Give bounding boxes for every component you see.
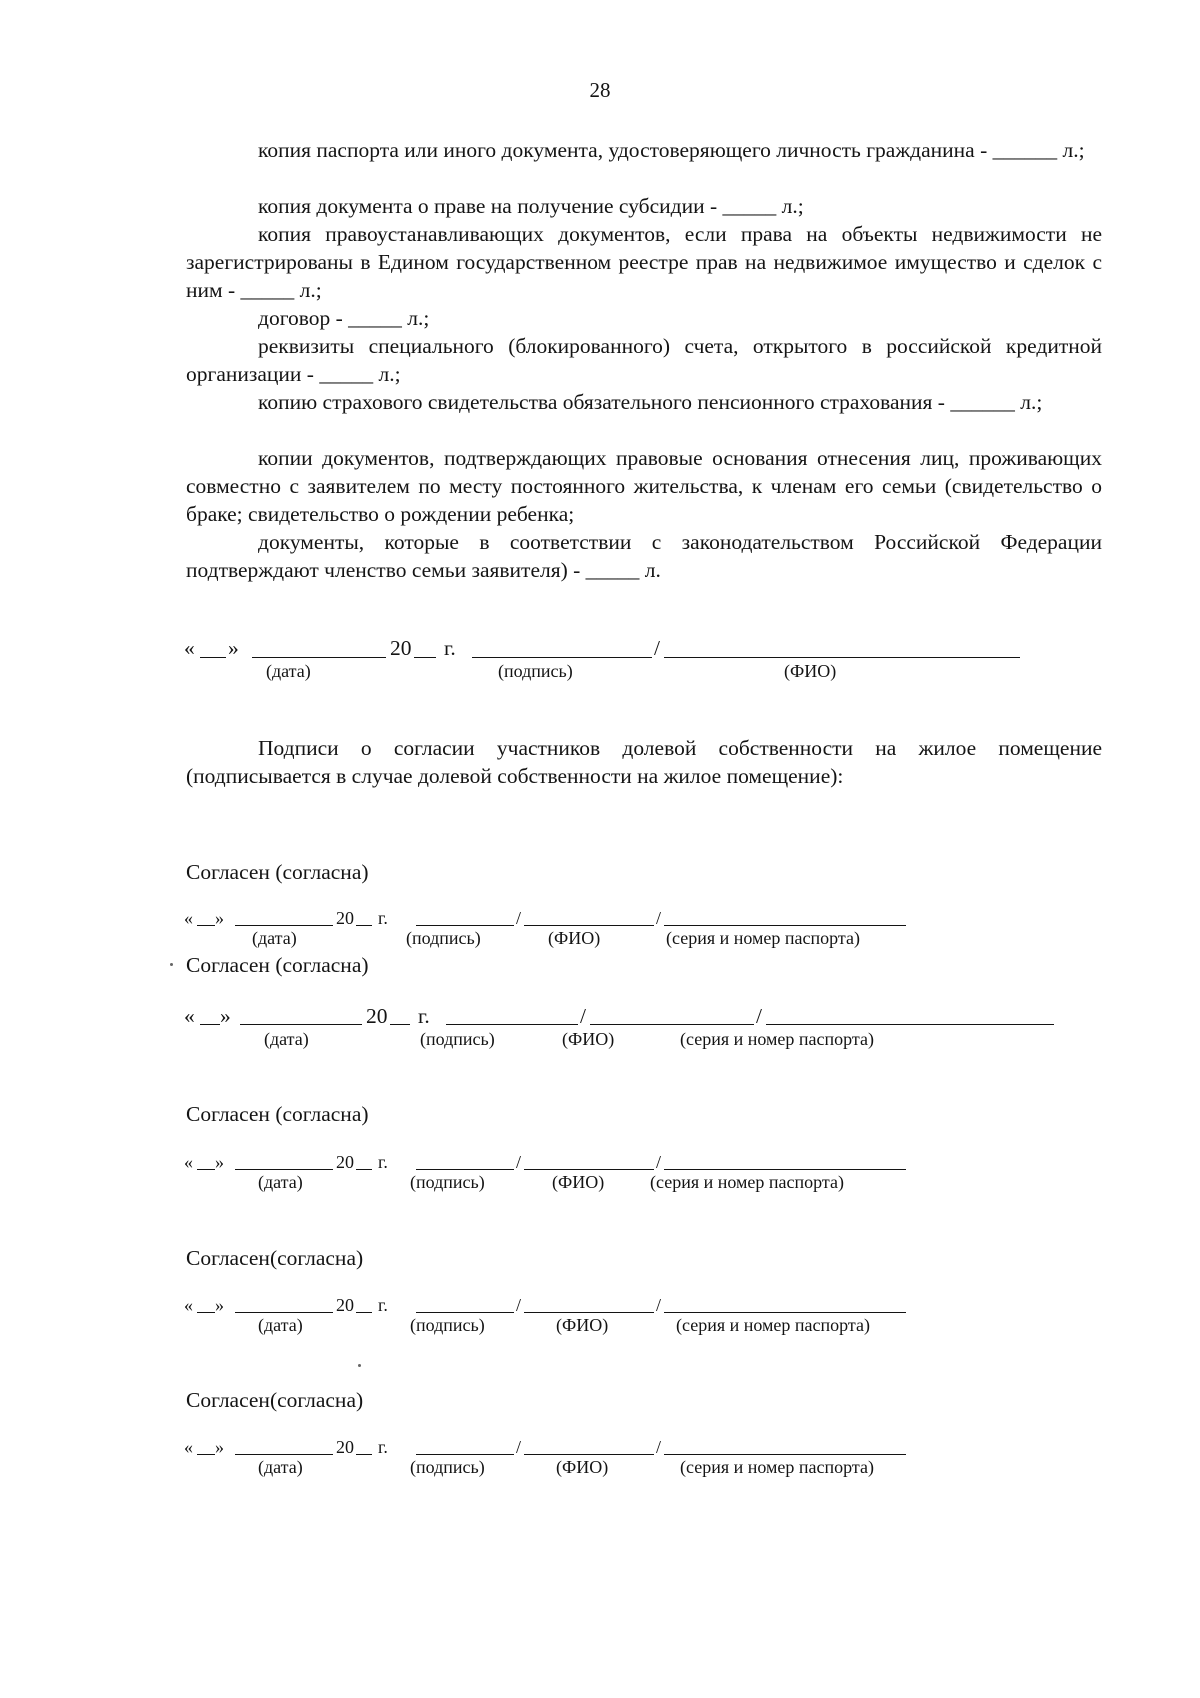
passport-underline (766, 1024, 1054, 1025)
passport-underline (664, 1312, 906, 1313)
date-quote-open: « (184, 1295, 193, 1315)
date-caption: (дата) (252, 928, 297, 948)
month-underline (252, 657, 386, 658)
year-prefix: 20 (336, 1152, 354, 1172)
slash: / (654, 636, 660, 660)
date-caption: (дата) (264, 1029, 309, 1049)
signature-underline (416, 1312, 514, 1313)
month-underline (235, 1454, 333, 1455)
year-prefix: 20 (336, 1437, 354, 1457)
list-item: копию страхового свидетельства обязательного пенсионного страхования - ______ л.; (258, 390, 1043, 414)
passport-caption: (серия и номер паспорта) (680, 1029, 874, 1049)
list-item: копия паспорта или иного документа, удостоверяющего личность гражданина - ______ л.; (258, 138, 1085, 162)
consent-title: Согласен(согласна) (186, 1388, 364, 1412)
slash: / (756, 1004, 762, 1028)
slash: / (656, 1437, 662, 1457)
date-quote-close: » (215, 1437, 224, 1457)
scan-speck (358, 1364, 361, 1367)
day-underline (197, 925, 215, 926)
slash: / (580, 1004, 586, 1028)
list-item: договор - _____ л.; (258, 306, 430, 330)
passport-underline (664, 925, 906, 926)
year-prefix: 20 (366, 1004, 388, 1028)
list-item: копии документов, подтверждающих правовые основания отнесения лиц, проживающих совместно с заявителем по месту постоянного жительства, к членам его семьи (свидетельство о браке; свидетельство о рождении ребенка; (186, 446, 1102, 526)
signature-caption: (подпись) (410, 1315, 485, 1335)
fio-underline (524, 1454, 654, 1455)
day-underline (197, 1312, 215, 1313)
list-item: реквизиты специального (блокированного) счета, открытого в российской кредитной организации - _____ л.; (186, 334, 1102, 386)
passport-caption: (серия и номер паспорта) (650, 1172, 844, 1192)
year-underline (356, 925, 372, 926)
fio-underline (524, 925, 654, 926)
fio-caption: (ФИО) (548, 928, 601, 948)
year-underline (356, 1454, 372, 1455)
year-suffix: г. (378, 1437, 388, 1457)
fio-caption: (ФИО) (562, 1029, 615, 1049)
fio-caption: (ФИО) (556, 1457, 609, 1477)
signature-caption: (подпись) (420, 1029, 495, 1049)
list-item: документы, которые в соответствии с законодательством Российской Федерации подтверждают членство семьи заявителя) - _____ л. (186, 530, 1102, 582)
date-caption: (дата) (258, 1315, 303, 1335)
passport-caption: (серия и номер паспорта) (676, 1315, 870, 1335)
signature-underline (416, 1169, 514, 1170)
consent-title: Согласен (согласна) (186, 953, 369, 977)
date-quote-open: « (184, 908, 193, 928)
year-suffix: г. (418, 1004, 430, 1028)
slash: / (516, 1152, 522, 1172)
date-quote-open: « (184, 1437, 193, 1457)
slash: / (656, 1295, 662, 1315)
consent-intro: Подписи о согласии участников долевой собственности на жилое помещение (подписывается в случае долевой собственности на жилое помещение): (186, 736, 1102, 788)
slash: / (656, 1152, 662, 1172)
signature-underline (416, 925, 514, 926)
month-underline (235, 1312, 333, 1313)
signature-underline (416, 1454, 514, 1455)
day-underline (200, 1024, 220, 1025)
date-quote-close: » (220, 1004, 231, 1028)
slash: / (516, 1295, 522, 1315)
scan-speck (170, 963, 173, 966)
consent-title: Согласен (согласна) (186, 860, 369, 884)
list-item: копия документа о праве на получение субсидии - _____ л.; (258, 194, 804, 218)
date-quote-open: « (184, 636, 195, 660)
month-underline (240, 1024, 362, 1025)
day-underline (197, 1454, 215, 1455)
year-suffix: г. (378, 1152, 388, 1172)
year-underline (414, 657, 436, 658)
fio-caption: (ФИО) (556, 1315, 609, 1335)
year-underline (356, 1169, 372, 1170)
date-quote-open: « (184, 1004, 195, 1028)
day-underline (197, 1169, 215, 1170)
fio-underline (590, 1024, 754, 1025)
date-quote-close: » (228, 636, 239, 660)
signature-caption: (подпись) (410, 1172, 485, 1192)
passport-caption: (серия и номер паспорта) (680, 1457, 874, 1477)
signature-underline (472, 657, 652, 658)
fio-underline (524, 1312, 654, 1313)
list-item: копия правоустанавливающих документов, если права на объекты недвижимости не зарегистрированы в Едином государственном реестре прав на недвижимое имущество и сделок с ним - _____ л.; (186, 222, 1102, 302)
slash: / (656, 908, 662, 928)
signature-underline (446, 1024, 578, 1025)
year-suffix: г. (444, 636, 456, 660)
fio-caption: (ФИО) (784, 661, 837, 681)
date-quote-open: « (184, 1152, 193, 1172)
page-number: 28 (589, 78, 611, 102)
year-suffix: г. (378, 1295, 388, 1315)
slash: / (516, 1437, 522, 1457)
fio-caption: (ФИО) (552, 1172, 605, 1192)
consent-title: Согласен (согласна) (186, 1102, 369, 1126)
date-quote-close: » (215, 908, 224, 928)
date-caption: (дата) (258, 1172, 303, 1192)
passport-caption: (серия и номер паспорта) (666, 928, 860, 948)
year-underline (390, 1024, 410, 1025)
date-quote-close: » (215, 1295, 224, 1315)
year-suffix: г. (378, 908, 388, 928)
signature-caption: (подпись) (406, 928, 481, 948)
signature-caption: (подпись) (410, 1457, 485, 1477)
date-quote-close: » (215, 1152, 224, 1172)
passport-underline (664, 1169, 906, 1170)
month-underline (235, 1169, 333, 1170)
month-underline (235, 925, 333, 926)
date-caption: (дата) (266, 661, 311, 681)
year-prefix: 20 (390, 636, 412, 660)
signature-caption: (подпись) (498, 661, 573, 681)
fio-underline (664, 657, 1020, 658)
year-underline (356, 1312, 372, 1313)
passport-underline (664, 1454, 906, 1455)
date-caption: (дата) (258, 1457, 303, 1477)
year-prefix: 20 (336, 908, 354, 928)
consent-title: Согласен(согласна) (186, 1246, 364, 1270)
year-prefix: 20 (336, 1295, 354, 1315)
fio-underline (524, 1169, 654, 1170)
day-underline (200, 657, 226, 658)
slash: / (516, 908, 522, 928)
